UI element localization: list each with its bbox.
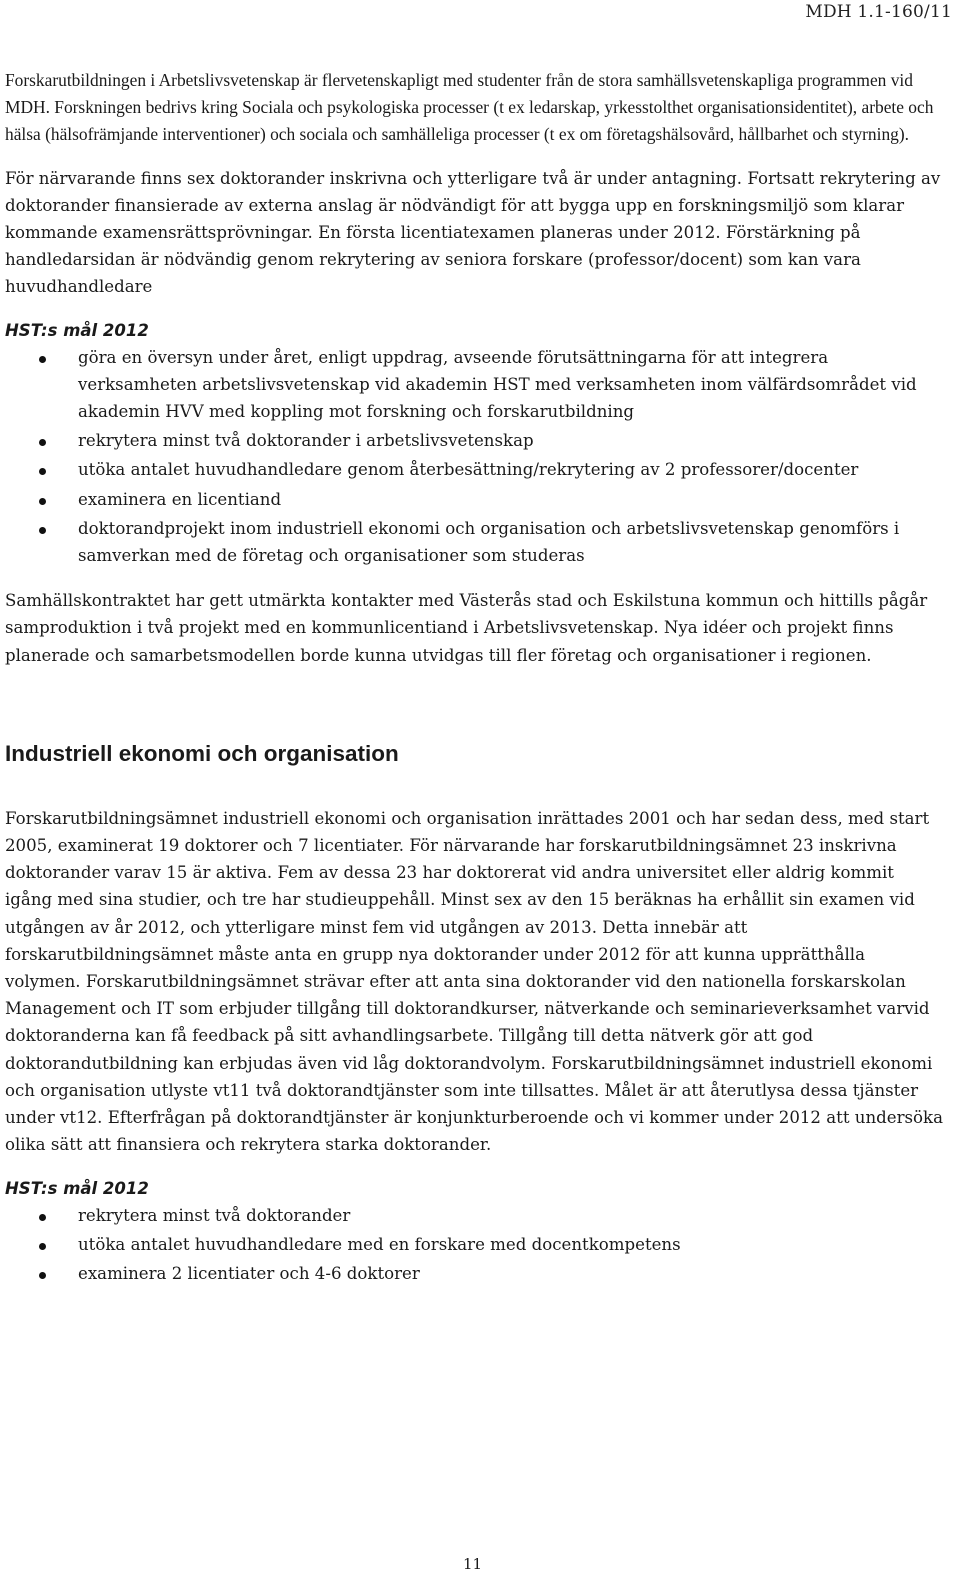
status-paragraph: För närvarande finns sex doktorander inskrivna och ytterligare två är under antagning. Fortsatt rekrytering av doktorander finansierade av externa anslag är nödvändigt för att bygga upp en forskningsmiljö som klarar kommande examensrättsprövningar. En första licentiatexamen planeras under 2012. Förstärkning på handledarsidan är nödvändig genom rekrytering av seniora forskare (professor/docent) som kan vara huvudhandledare xyxy=(5,168,941,297)
cooperation-paragraph: Samhällskontraktet har gett utmärkta kontakter med Västerås stad och Eskilstuna kommun och hittills pågår samproduktion i två projekt med en kommunlicentiand i Arbetslivsvetenskap. Nya idéer och projekt finns planerade och samarbetsmodellen borde kunna utvidgas till fler företag och organisationer i regionen. xyxy=(5,591,928,665)
bullet-icon xyxy=(39,1243,46,1250)
bullet-icon xyxy=(39,1214,46,1221)
section-paragraph: Forskarutbildningsämnet industriell ekonomi och organisation inrättades 2001 och har sedan dess, med start 2005, examinerat 19 doktorer och 7 licentiater. För närvarande har forskarutbildningsämnet 23 inskrivna doktorander varav 15 är aktiva. Fem av dessa 23 har doktorerat vid andra universitet eller aldrig kommit igång med sina studier, och tre har studieuppehåll. Minst sex av den 15 beräknas ha erhållit sin examen vid utgången av år 2012, och ytterligare minst fem vid utgången av 2013. Detta innebär att forskarutbildningsämnet måste anta en grupp nya doktorander under 2012 för att kunna upprätthålla volymen. Forskarutbildningsämnet strävar efter att anta sina doktorander vid den nationella forskarskolan Management och IT som erbjuder tillgång till doktorandkurser, nätverkande och seminarieverksamhet varvid doktoranderna kan få feedback på sitt avhandlingsarbete. Tillgång till detta nätverk gör att god doktorandutbildning kan erbjudas även vid låg doktorandvolym. Forskarutbildningsämnet industriell ekonomi och organisation utlyste vt11 två doktorandtjänster som inte tillsattes. Målet är att återutlysa dessa tjänster under vt12. Efterfrågan på doktorandtjänster är konjunkturberoende och vi kommer under 2012 att undersöka olika sätt att finansiera och rekrytera starka doktorander. xyxy=(5,808,943,1155)
bullet-icon xyxy=(39,498,46,505)
page-content xyxy=(5,67,943,1289)
list-item: examinera 2 licentiater och 4-6 doktorer xyxy=(5,1260,943,1287)
list-item: doktorandprojekt inom industriell ekonomi och organisation och arbetslivsvetenskap genomförs i samverkan med de företag och organisationer som studeras xyxy=(5,515,943,569)
list-item: utöka antalet huvudhandledare genom återbesättning/rekrytering av 2 professorer/docenter xyxy=(5,456,943,483)
goals-heading-2: HST:s mål 2012 xyxy=(5,1178,149,1198)
list-item: göra en översyn under året, enligt uppdrag, avseende förutsättningarna för att integrera verksamheten arbetslivsvetenskap vid akademin HST med verksamheten inom välfärdsområdet vid akademin HVV med koppling mot forskning och forskarutbildning xyxy=(5,344,943,426)
bullet-icon xyxy=(39,356,46,363)
goals-list xyxy=(5,344,943,570)
list-item: examinera en licentiand xyxy=(5,486,943,513)
goals-heading: HST:s mål 2012 xyxy=(5,320,149,340)
bullet-icon xyxy=(39,527,46,534)
bullet-icon xyxy=(39,1272,46,1279)
intro-paragraph: Forskarutbildningen i Arbetslivsvetenskap är flervetenskapligt med studenter från de stora samhällsvetenskapliga programmen vid MDH. Forskningen bedrivs kring Sociala och psykologiska processer (t ex ledarskap, yrkesstolthet organisationsidentitet), arbete och hälsa (hälsofrämjande interventioner) och sociala och samhälleliga processer (t ex om företagshälsovård, hållbarhet och styrning). xyxy=(5,70,934,145)
section-title: Industriell ekonomi och organisation xyxy=(5,740,399,766)
document-reference: MDH 1.1-160/11 xyxy=(805,2,952,22)
page-number: 11 xyxy=(462,1555,483,1573)
list-item: utöka antalet huvudhandledare med en forskare med docentkompetens xyxy=(5,1231,943,1258)
list-item: rekrytera minst två doktorander i arbetslivsvetenskap xyxy=(5,427,943,454)
list-item: rekrytera minst två doktorander xyxy=(5,1202,943,1229)
bullet-icon xyxy=(39,468,46,475)
goals-list-2 xyxy=(5,1202,943,1288)
bullet-icon xyxy=(39,439,46,446)
